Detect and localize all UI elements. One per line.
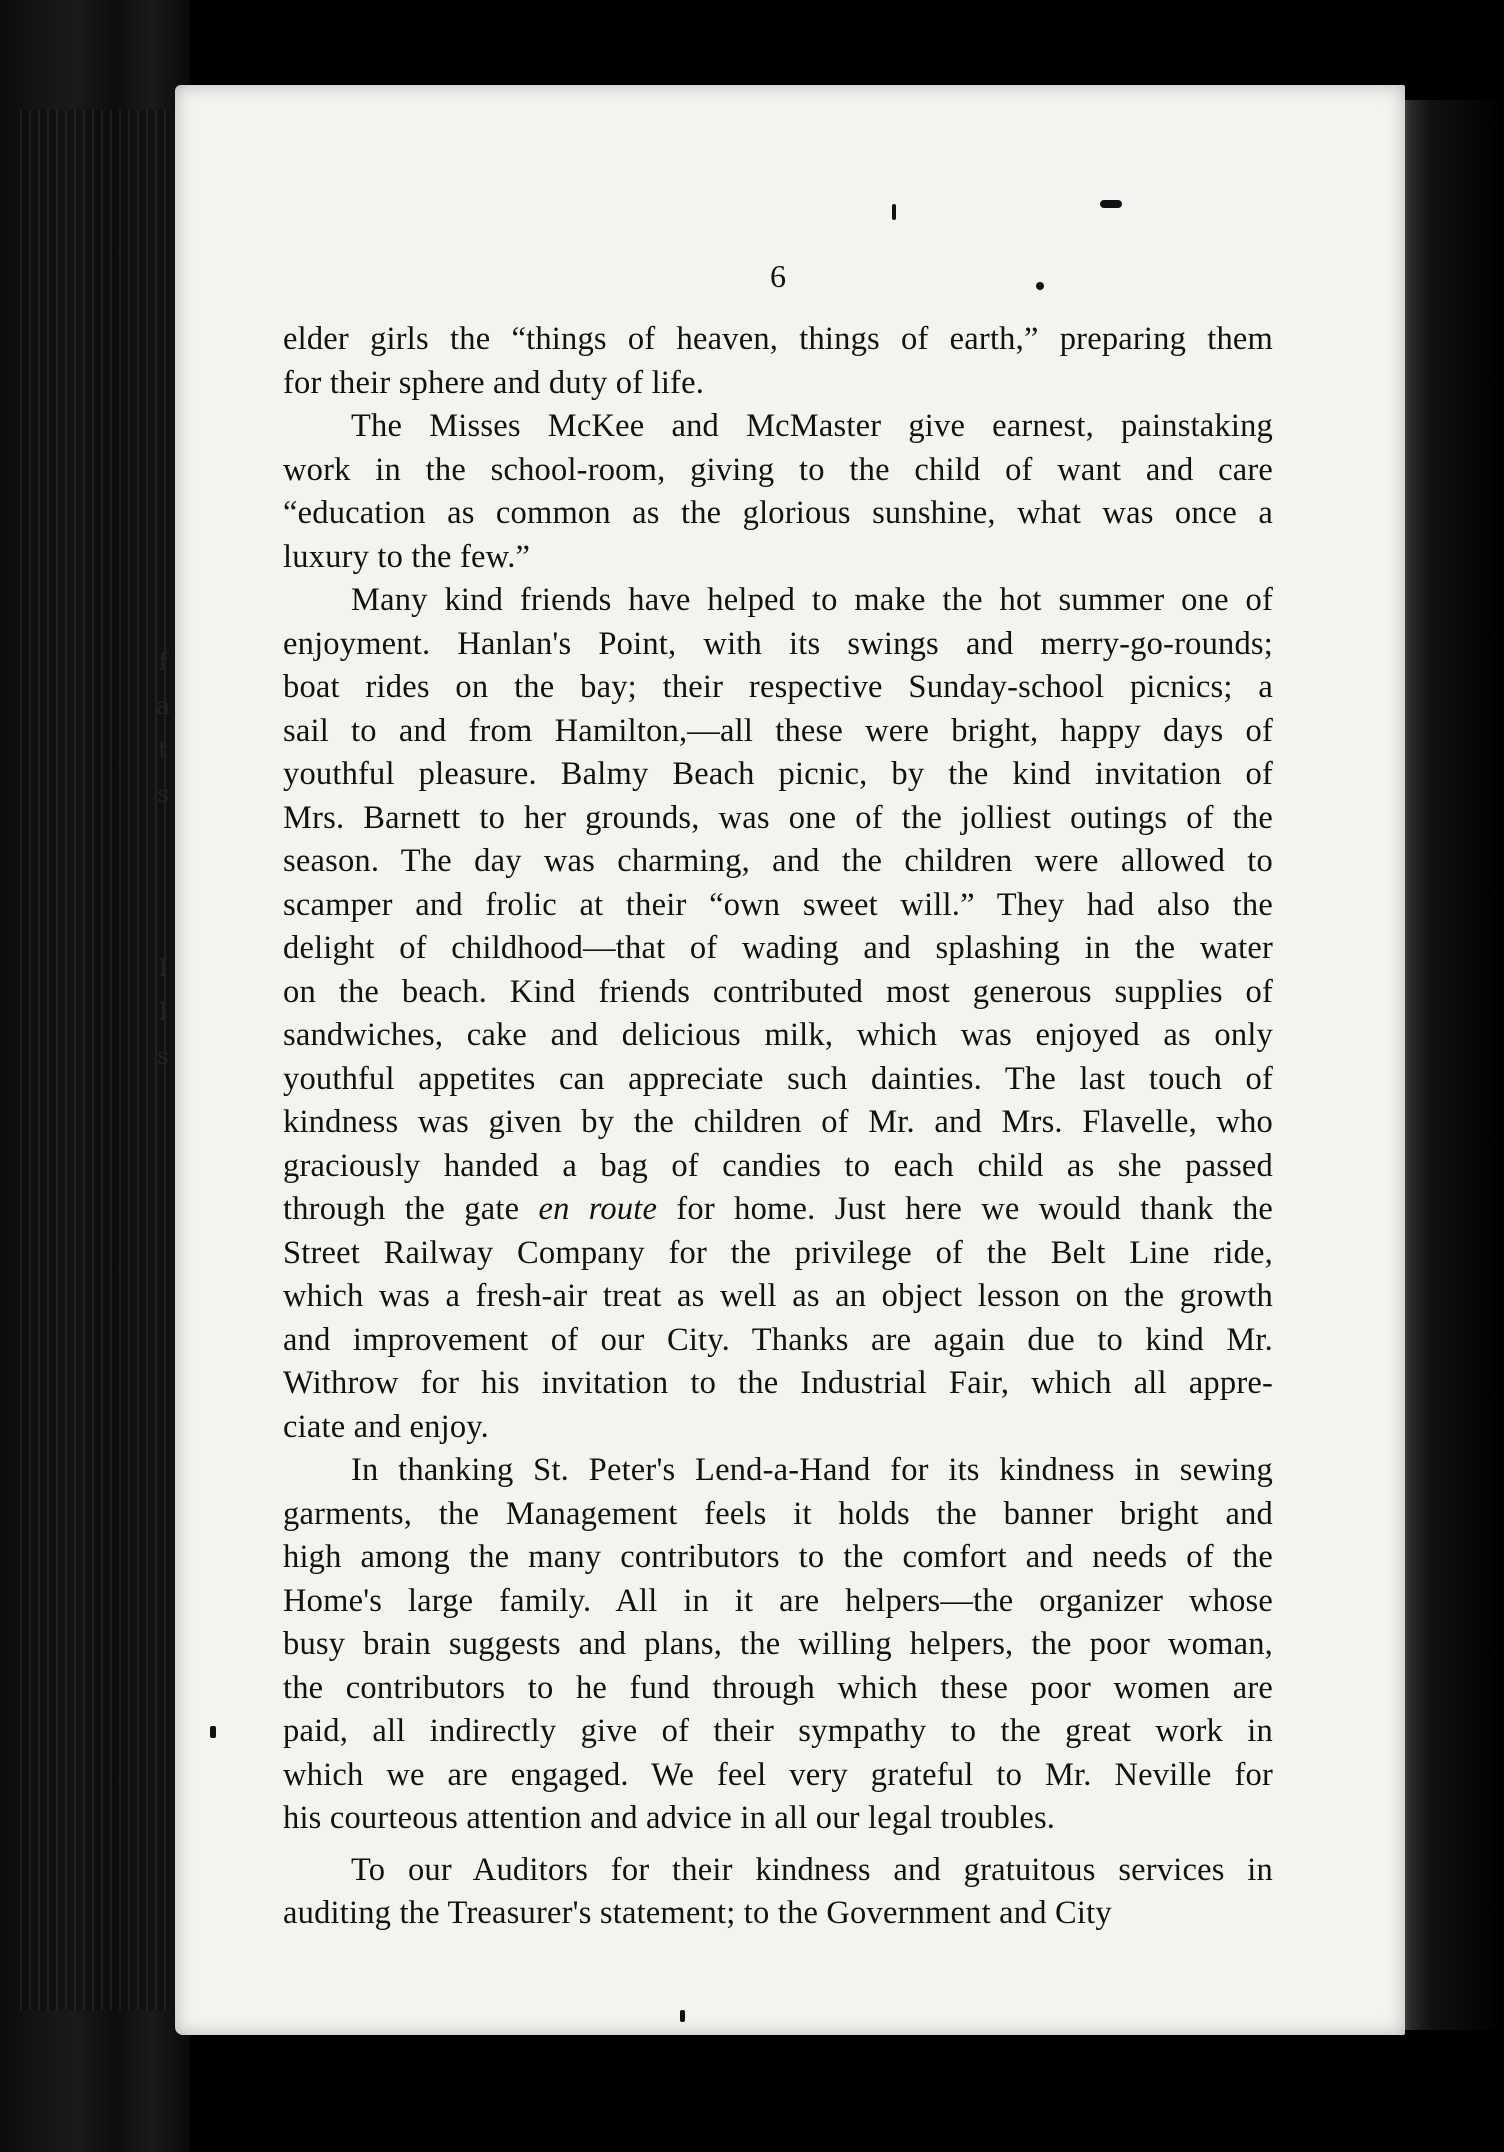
paragraph (283, 405, 1273, 579)
margin-fragment: s (156, 780, 170, 808)
dust-speck (1036, 282, 1044, 290)
text-line: and improvement of our City. Thanks are again due to kind Mr. (283, 1321, 1273, 1358)
text-line: high among the many contributors to the comfort and needs of the (283, 1539, 1273, 1575)
text-line: Home's large family. All in it are helpers—the organizer whose (283, 1582, 1273, 1619)
margin-fragment: f (158, 648, 168, 676)
dust-speck (680, 2010, 685, 2022)
text-line: for their sphere and duty of life. (283, 364, 705, 401)
text-line: through the gate en route for home. Just here we would thank the (283, 1191, 1274, 1227)
text-line: season. The day was charming, and the children were allowed to (283, 843, 1273, 879)
text-line: garments, the Management feels it holds the banner bright and (283, 1495, 1273, 1532)
page-number: 6 (770, 258, 786, 294)
text-line: Street Railway Company for the privilege of the Belt Line ride, (283, 1234, 1273, 1271)
text-line: kindness was given by the children of Mr. and Mrs. Flavelle, who (283, 1104, 1273, 1140)
text-line: sail to and from Hamilton,—all these were bright, happy days of (283, 712, 1273, 749)
text-line: elder girls the “things of heaven, things of earth,” preparing them (283, 321, 1273, 357)
text-line: paid, all indirectly give of their sympathy to the great work in (283, 1713, 1273, 1749)
text-line: The Misses McKee and McMaster give earnest, painstaking (351, 408, 1273, 444)
text-line: luxury to the few.” (283, 538, 531, 575)
margin-fragment: l (159, 998, 167, 1026)
text-line: youthful appetites can appreciate such dainties. The last touch of (283, 1060, 1273, 1097)
dust-speck (892, 204, 896, 220)
dust-speck (1100, 200, 1122, 208)
margin-fragment: s (156, 1042, 170, 1070)
text-line: ciate and enjoy. (283, 1408, 489, 1445)
text-line: the contributors to he fund through which these poor women are (283, 1669, 1273, 1706)
text-line: busy brain suggests and plans, the willing helpers, the poor woman, (283, 1626, 1273, 1662)
text-line: on the beach. Kind friends contributed most generous supplies of (283, 973, 1273, 1010)
text-line: work in the school-room, giving to the child of want and care (283, 451, 1273, 488)
paragraph (283, 1449, 1273, 1841)
text-line: which was a fresh-air treat as well as an object lesson on the growth (283, 1278, 1273, 1314)
margin-fragment: t (158, 736, 168, 764)
text-line: sandwiches, cake and delicious milk, which was enjoyed as only (283, 1017, 1273, 1053)
text-line: youthful pleasure. Balmy Beach picnic, by the kind invitation of (283, 756, 1273, 792)
text-line: “education as common as the glorious sunshine, what was once a (283, 495, 1273, 531)
paragraph (283, 579, 1273, 1449)
right-page-shadow (1400, 100, 1504, 2030)
text-line: his courteous attention and advice in all our legal troubles. (283, 1800, 1056, 1836)
text-line: auditing the Treasurer's statement; to the Government and City (283, 1895, 1112, 1931)
text-line: graciously handed a bag of candies to each child as she passed (283, 1147, 1273, 1184)
text-line: scamper and frolic at their “own sweet will.” They had also the (283, 886, 1273, 923)
text-line: enjoyment. Hanlan's Point, with its swings and merry-go-rounds; (283, 625, 1273, 662)
text-line: boat rides on the bay; their respective Sunday-school picnics; a (283, 669, 1273, 705)
text-line: In thanking St. Peter's Lend-a-Hand for its kindness in sewing (351, 1452, 1273, 1488)
text-line: which we are engaged. We feel very grateful to Mr. Neville for (283, 1756, 1273, 1793)
paragraph (283, 1849, 1273, 1936)
body-text (283, 318, 1273, 1936)
text-line: Withrow for his invitation to the Industrial Fair, which all appre- (283, 1365, 1273, 1401)
margin-fragment: a (155, 692, 171, 720)
text-line: To our Auditors for their kindness and gratuitous services in (351, 1851, 1273, 1888)
dust-speck (210, 1726, 216, 1738)
text-line: delight of childhood—that of wading and splashing in the water (283, 930, 1273, 966)
margin-fragment: I (158, 954, 168, 982)
text-line: Many kind friends have helped to make the hot summer one of (351, 582, 1273, 618)
text-line: Mrs. Barnett to her grounds, was one of the jolliest outings of the (283, 799, 1273, 836)
left-margin-fragments (148, 640, 178, 1078)
paragraph (283, 318, 1273, 405)
paragraphs-container (283, 318, 1273, 1936)
